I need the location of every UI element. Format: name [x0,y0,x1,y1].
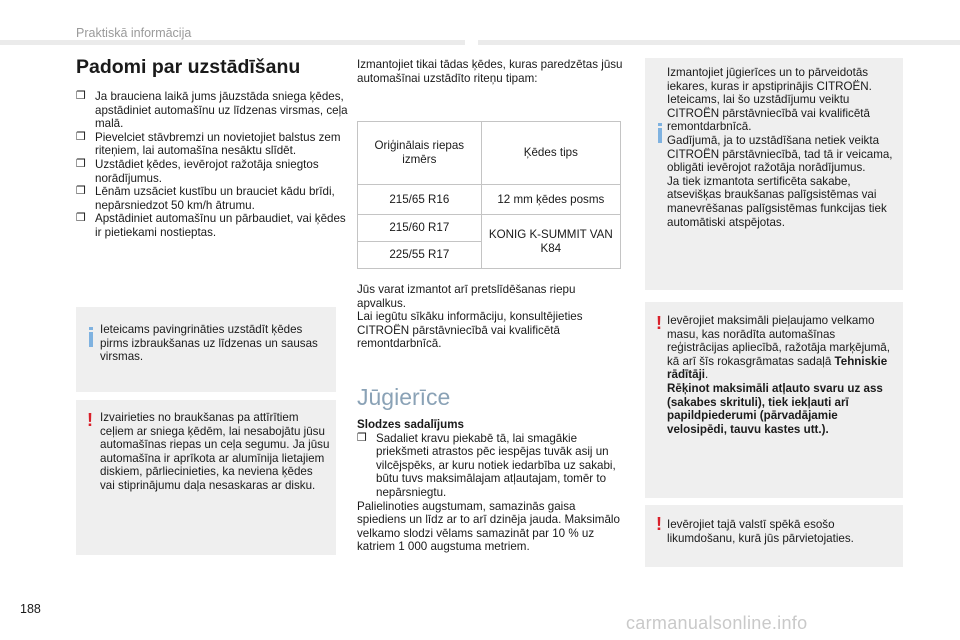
info-icon [89,332,93,347]
chains-note: Jūs varat izmantot arī pretslīdēšanas riepu apvalkus. Lai iegūtu sīkāku informāciju, konsultējieties CITROËN pārstāvniecībā vai kvalificētā remontdarbnīcā. [357,283,583,351]
arrow-bullet-icon: ❒ [76,130,86,143]
section-label: Praktiskā informācija [76,26,192,40]
list-item: ❒ Apstādiniet automašīnu un pārbaudiet, vai ķēdes ir pietiekami nostieptas. [76,212,346,239]
warning-box-roads: ! Izvairieties no braukšanas pa attīrītiem ceļiem ar sniega ķēdēm, lai nesabojātu jūsu automašīnas riepas un ceļa segumu. Ja jūsu automašīna ir aprīkota ar alumīnija lietajiem diskiem, pārliecinieties, ka neviena ķēdes vai stiprinājumu daļa nesaskaras ar disku. [76,400,336,555]
warning-icon: ! [656,313,662,333]
page-number: 188 [20,602,41,616]
table-row: 215/60 R17 KONIG K-SUMMIT VAN K84 [358,215,621,242]
table-row: 215/65 R16 12 mm ķēdes posms [358,185,621,215]
page-title: Padomi par uzstādīšanu [76,56,301,78]
arrow-bullet-icon: ❒ [76,157,86,170]
section-heading-towbar: Jūgierīce [357,384,451,410]
load-distribution: Slodzes sadalījums ❒ Sadaliet kravu piekabē tā, lai smagākie priekšmeti atrastos pēc iespējas tuvāk asij un vilcējspēks, ar kuru notiek iedarbība uz sakabi, būtu tuvs maksimālajam atļautajam, tomēr to nepārsniegtu. Palielinoties augstumam, samazinās gaisa spiediens un līdz ar to arī dzinēja jauda. Maksimālo velkamo slodzi vēlams samazināt par 10 % uz katriem 1 000 augstuma metriem. [357,418,625,554]
info-box-practice: Ieteicams pavingrināties uzstādīt ķēdes pirms izbraukšanas uz līdzenas un sausas virsmas. [76,307,336,392]
subheading: Slodzes sadalījums [357,418,464,431]
load-distribution-list [357,432,625,500]
table-header-size: Oriģinālais riepas izmērs [358,122,482,185]
arrow-bullet-icon: ❒ [76,90,86,102]
warning-box-mass: ! Ievērojiet maksimāli pieļaujamo velkamo masu, kas norādīta automašīnas reģistrācijas apliecībā, ražotāja marķējumā, kā arī šīs rokasgrāmatas sadaļā Tehniskie rādītāji. Rēķinot maksimāli atļauto svaru uz ass (sakabes skrituli), tiek iekļauti arī papildpiederumi (pārvadājamie velosipēdi, tauvu kastes utt.). [645,302,903,498]
header-rule-right [478,40,960,45]
list-item: ❒ Pievelciet stāvbremzi un novietojiet balstus zem riteņiem, lai automašīna nesāktu slīdēt. [76,130,341,158]
info-icon [658,128,662,143]
list-item: ❒ Ja brauciena laikā jums jāuzstāda sniega ķēdes, apstādiniet automašīnu uz līdzenas virsmas, ceļa malā. [76,90,348,131]
header-rule-left [0,40,465,45]
list-item: ❒ Lēnām uzsāciet kustību un brauciet kādu brīdi, nepārsniedzot 50 km/h ātrumu. [76,185,335,212]
info-box-towbar: Izmantojiet jūgierīces un to pārveidotās iekares, kuras ir apstiprinājis CITROËN. Ieteicams, lai šo uzstādījumu veiktu CITROËN pārstāvniecībā vai kvalificētā remontdarbnīcā. Gadījumā, ja to uzstādīšana netiek veikta CITROËN pārstāvniecībā, tad tā ir veicama, obligāti ievērojot ražotāja norādījumus. Ja tiek izmantota sertificēta sakabe, atsevišķas braukšanas palīgsistēmas vai manevrēšanas palīgsistēmas funkcijas tiek automātiski atspējotas. [645,58,903,290]
table-row: 225/55 R17 [358,242,621,269]
arrow-bullet-icon: ❒ [76,212,86,225]
warning-icon: ! [87,410,93,430]
installation-steps-list [76,90,352,240]
warning-box-legislation: ! Ievērojiet tajā valstī spēkā esošo likumdošanu, kurā jūs pārvietojaties. [645,505,903,567]
list-item: ❒ Sadaliet kravu piekabē tā, lai smagākie priekšmeti atrastos pēc iespējas tuvāk asij un vilcējspēks, ar kuru notiek iedarbība uz sakabi, būtu tuvs maksimālajam atļautajam, tomēr to nepārsniegtu. [357,431,616,499]
arrow-bullet-icon: ❒ [76,185,86,198]
table-header-chain: Ķēdes tips [481,122,620,185]
list-item: ❒ Uzstādiet ķēdes, ievērojot ražotāja sniegtos norādījumus. [76,157,319,185]
watermark: carmanualsonline.info [626,613,808,633]
arrow-bullet-icon: ❒ [357,431,367,444]
chains-intro: Izmantojiet tikai tādas ķēdes, kuras paredzētas jūsu automašīnai uzstādīto riteņu tipam: [357,58,623,85]
cross-reference: Tehniskie rādītāji [667,354,888,382]
warning-icon: ! [656,514,662,534]
tire-chain-table [357,121,621,269]
